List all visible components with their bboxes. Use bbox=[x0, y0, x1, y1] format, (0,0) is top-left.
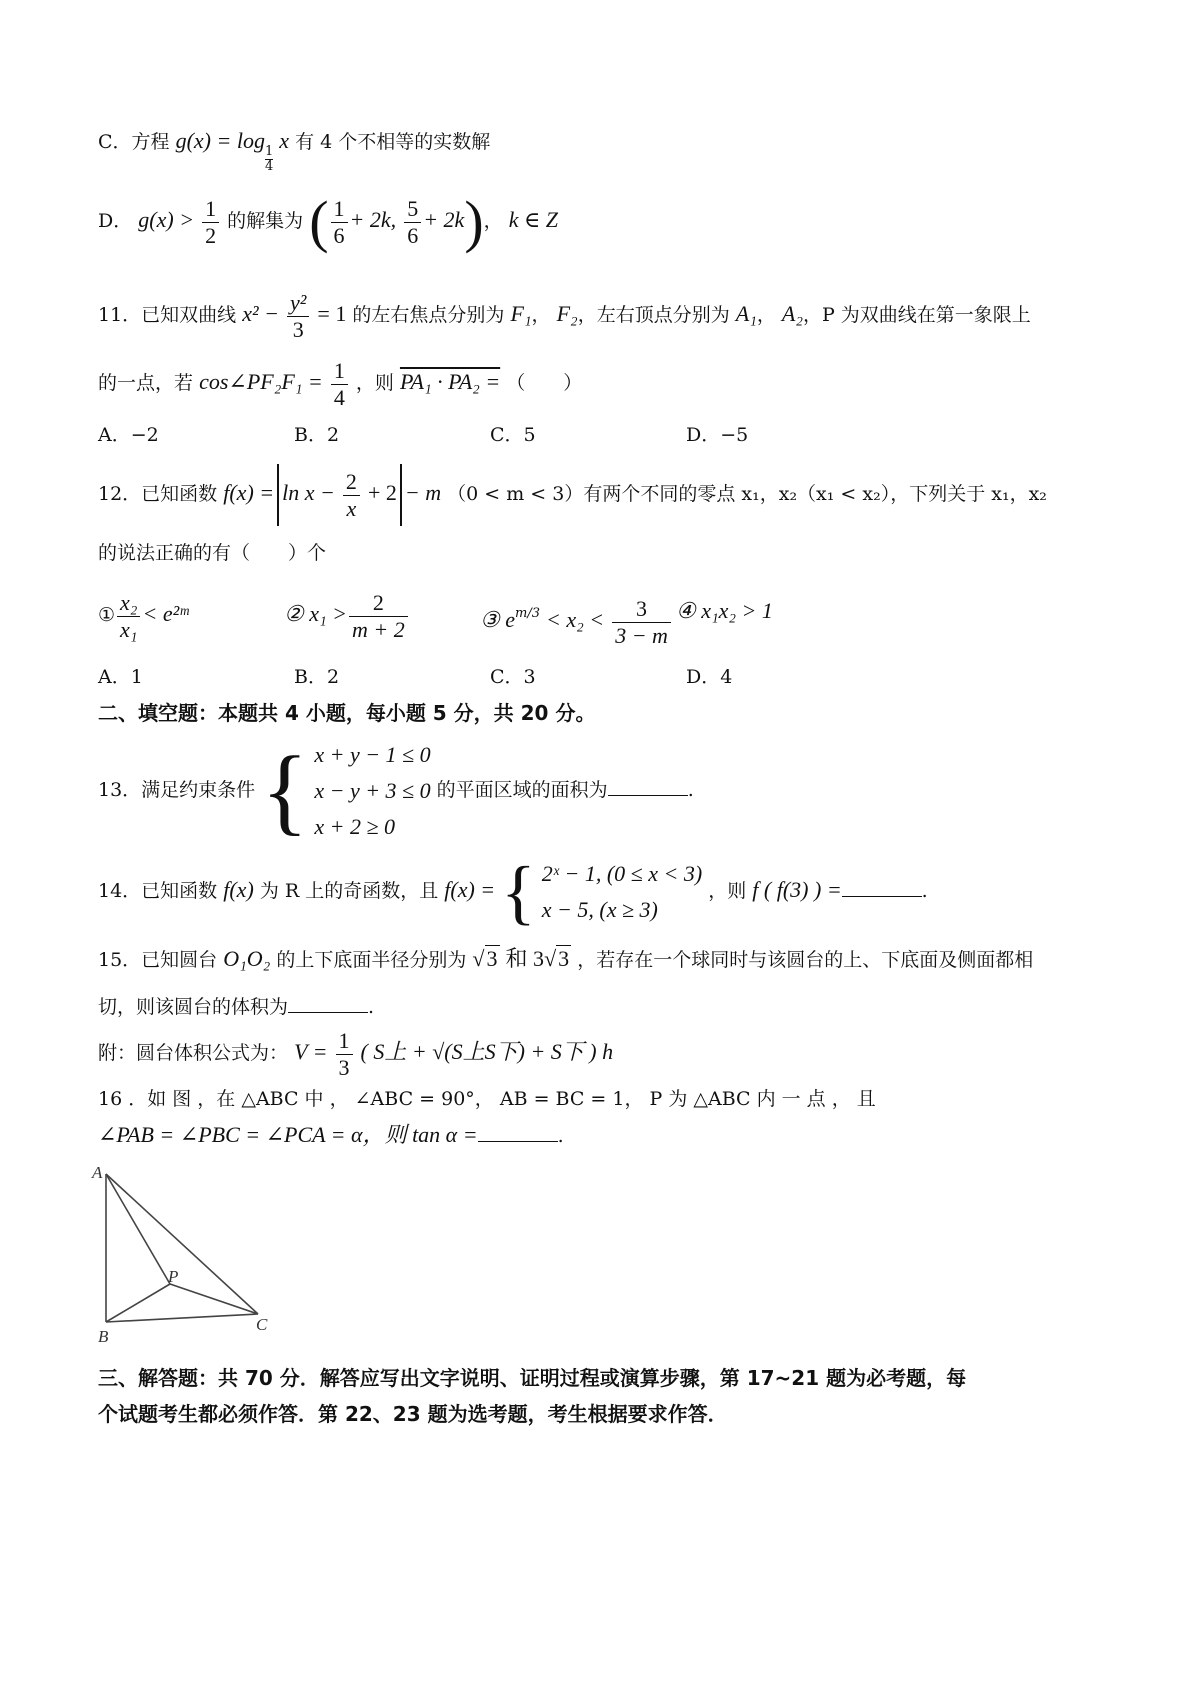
segment-pc bbox=[170, 1284, 258, 1314]
q10-option-c: C．方程 g(x) = log $\frac{1}{4}$ x 有 4 个不相等的实数解 bbox=[98, 128, 491, 174]
q11-option-b: B．2 bbox=[294, 424, 340, 446]
segment-bp bbox=[106, 1284, 170, 1322]
q11-option-a: A．−2 bbox=[98, 424, 159, 446]
q12-option-b: B．2 bbox=[294, 666, 340, 688]
section-3-heading-line-1: 三、解答题：共 70 分．解答应写出文字说明、证明过程或演算步骤，第 17~21 题为必考题，每 bbox=[98, 1366, 967, 1390]
side-ac bbox=[106, 1174, 258, 1314]
segment-ap bbox=[106, 1174, 170, 1284]
label-b: B bbox=[98, 1327, 109, 1346]
q15-answer-blank[interactable] bbox=[288, 994, 368, 1013]
q10-option-d: D． g(x) > $\frac{1}{2}$ 的解集为 ( $\frac{1}{6}$ + 2k, $\frac{5}{6}$ + 2k)， k ∈ Z bbox=[98, 189, 558, 254]
q11-line-2: 的一点，若 cos∠PF₂F₁ = $\frac{1}{4}$ ，则 PA₁ · PA₂ = （ ） bbox=[98, 357, 583, 410]
q12-option-d: D．4 bbox=[686, 666, 733, 688]
label-c: C bbox=[256, 1315, 268, 1334]
q11-option-c: C．5 bbox=[490, 424, 536, 446]
q16-line-1: 16 ．如 图 ，在 △ABC 中 ， ∠ABC = 90°， AB = BC = 1， P 为 △ABC 内 一 点 ， 且 bbox=[98, 1088, 876, 1110]
label-p: P bbox=[168, 1267, 179, 1286]
q13-answer-blank[interactable] bbox=[608, 777, 688, 796]
q12-option-a: A．1 bbox=[98, 666, 143, 688]
q13: 13．满足约束条件 { x + y − 1 ≤ 0 x − y + 3 ≤ 0 x + 2 ≥ 0 的平面区域的面积为 . bbox=[98, 737, 694, 845]
q15-line-1: 15．已知圆台 O₁O₂ 的上下底面半径分别为 √3 和 3√3 ，若存在一个球同时与该圆台的上、下底面及侧面都相 bbox=[98, 946, 1034, 971]
section-3-heading-line-2: 个试题考生都必须作答．第 22、23 题为选考题，考生根据要求作答． bbox=[98, 1402, 728, 1426]
q12-statement-1: ① $\frac{\text{x₂}}{\text{x₁}}$ < e²ᵐ bbox=[98, 589, 189, 642]
q11-line-1: 11．已知双曲线 x² − $\frac{\text{y²}}{3}$ = 1 的左右焦点分别为 F₁， F₂，左右顶点分别为 A₁， A₂，P 为双曲线在第一象限上 bbox=[98, 289, 1031, 342]
q12-statement-3: ③ $e^{m/3} < x_2$ < $\frac{3}{3 - m}$ bbox=[480, 586, 673, 649]
q16-answer-blank[interactable] bbox=[478, 1123, 558, 1142]
q12-line-1: 12．已知函数 f(x) = ln x − $\frac{2}{x}$ + 2 − m （0 < m < 3）有两个不同的零点 x₁，x₂（x₁ < x₂），下列关于 x₁，x₂ bbox=[98, 460, 1047, 527]
side-bc bbox=[106, 1314, 258, 1322]
q12-option-c: C．3 bbox=[490, 666, 536, 688]
q14-answer-blank[interactable] bbox=[842, 878, 922, 897]
q11-option-d: D．−5 bbox=[686, 424, 749, 446]
q12-statement-2: ② x₁ > $\frac{2}{m + 2}$ bbox=[284, 586, 410, 643]
triangle-figure bbox=[90, 1160, 290, 1350]
section-2-heading: 二、填空题：本题共 4 小题，每小题 5 分，共 20 分。 bbox=[98, 701, 596, 725]
q15-formula-note: 附：圆台体积公式为： V = $\frac{1}{3}$ ( S上 + √(S上S下) + S下 ) h bbox=[98, 1027, 614, 1080]
label-a: A bbox=[92, 1163, 103, 1182]
q14: 14．已知函数 f(x) 为 R 上的奇函数，且 f(x) = { 2ˣ − 1, (0 ≤ x < 3) x − 5, (x ≥ 3) ，则 f ( f(3) ) = . bbox=[98, 852, 928, 932]
q12-line-2: 的说法正确的有（ ）个 bbox=[98, 542, 327, 564]
q12-statement-4: ④ x₁x₂ > 1 bbox=[676, 598, 773, 623]
q16-line-2: ∠PAB = ∠PBC = ∠PCA = α，则 tan α = . bbox=[98, 1122, 564, 1147]
q15-line-2: 切，则该圆台的体积为 . bbox=[98, 996, 375, 1018]
